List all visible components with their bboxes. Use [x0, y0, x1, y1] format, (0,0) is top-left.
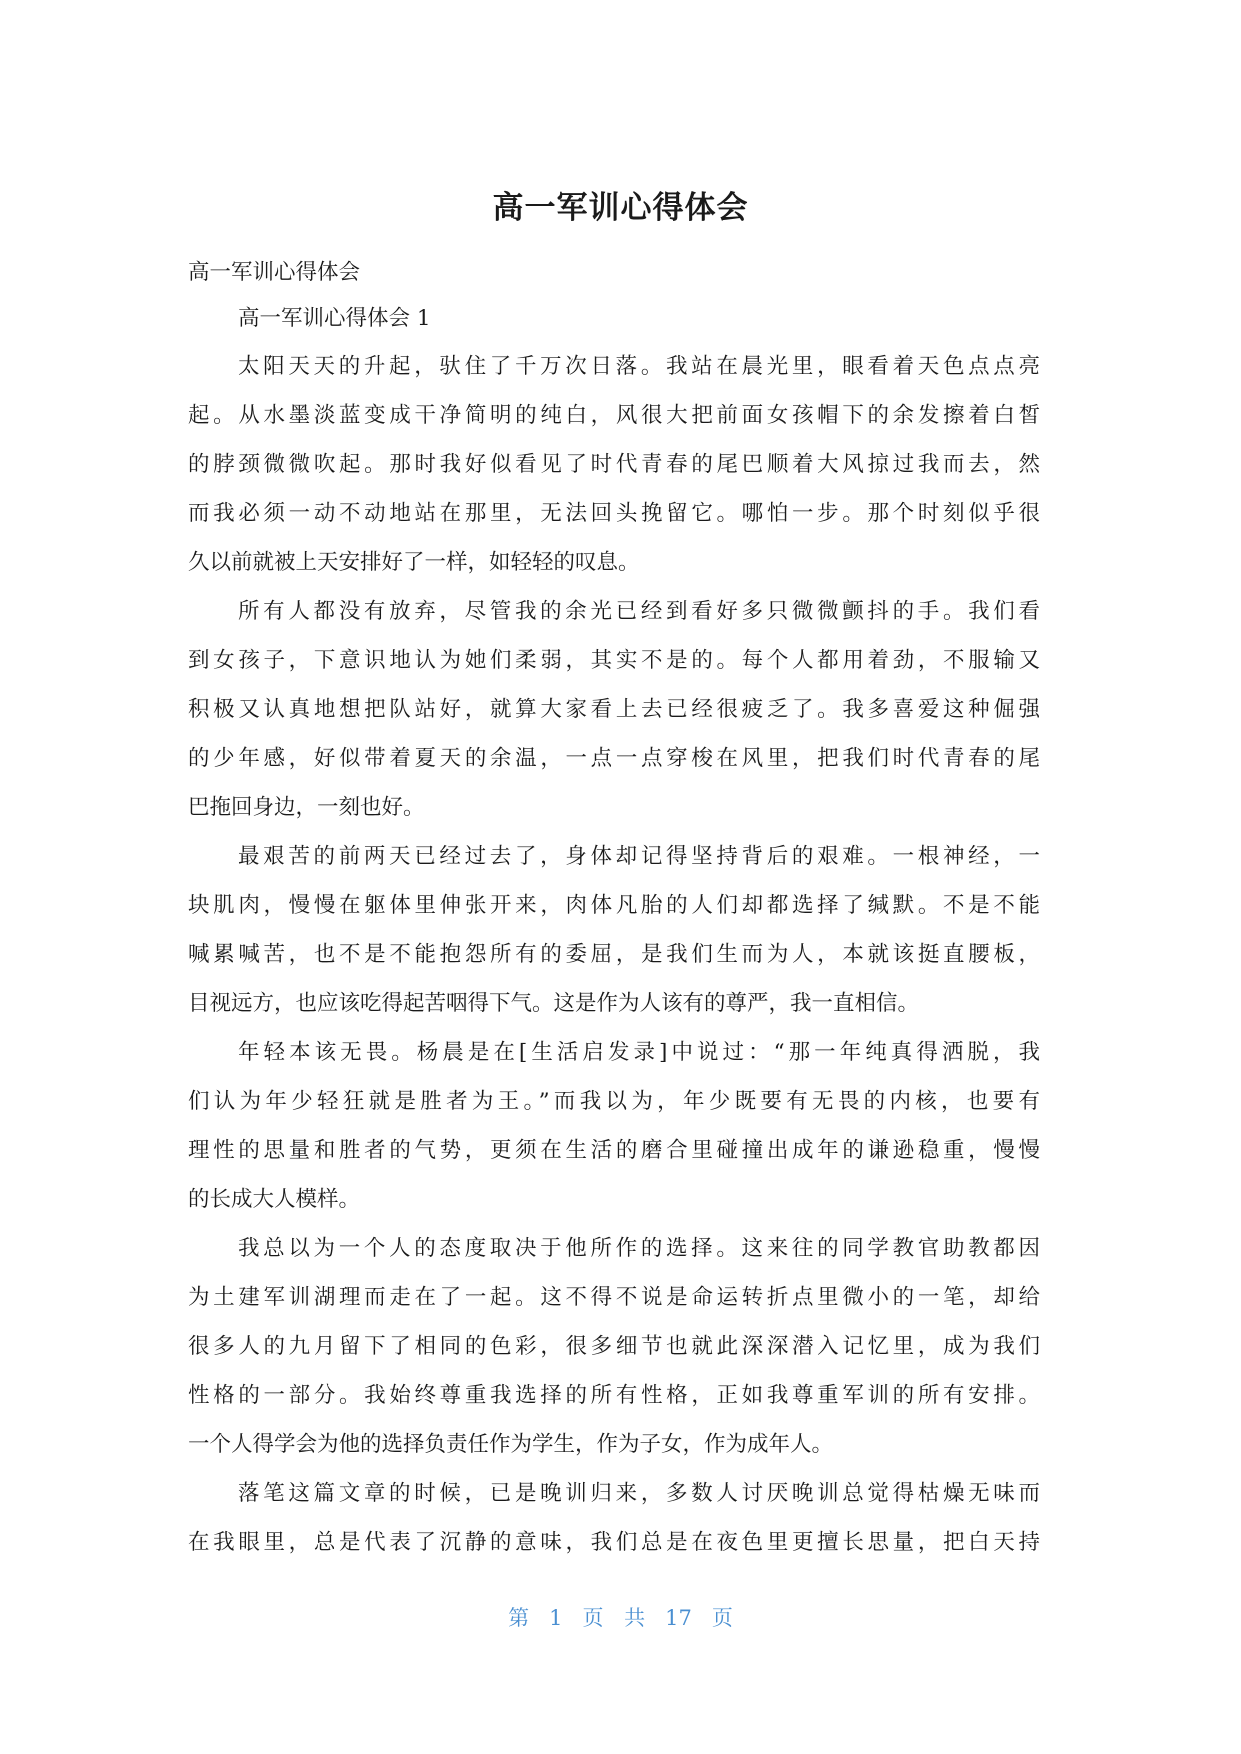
- paragraph-5: [188, 1224, 1040, 1469]
- paragraph-line: 巴拖回身边，一刻也好。: [188, 795, 425, 820]
- current-page-number: 1: [549, 1606, 563, 1630]
- paragraph-line: 的长成大人模样。: [188, 1187, 361, 1212]
- paragraph-line: 在我眼里，总是代表了沉静的意味，我们总是在夜色里更擅长思量，把白天持: [188, 1530, 1040, 1555]
- paragraph-line: 落笔这篇文章的时候，已是晚训归来，多数人讨厌晚训总觉得枯燥无味而: [238, 1481, 1040, 1506]
- paragraph-2: [188, 587, 1040, 832]
- paragraph-line: 起。从水墨淡蓝变成干净简明的纯白，风很大把前面女孩帽下的余发擦着白皙: [188, 403, 1040, 428]
- paragraph-6: [188, 1469, 1040, 1567]
- page-footer: [0, 1604, 1241, 1632]
- paragraph-line: 的少年感，好似带着夏天的余温，一点一点穿梭在风里，把我们时代青春的尾: [188, 746, 1040, 771]
- paragraph-line: 所有人都没有放弃，尽管我的余光已经到看好多只微微颤抖的手。我们看: [238, 599, 1040, 624]
- paragraph-line: 最艰苦的前两天已经过去了，身体却记得坚持背后的艰难。一根神经，一: [238, 844, 1040, 869]
- total-pages-number: 17: [665, 1606, 692, 1630]
- document-title: 高一军训心得体会: [492, 190, 749, 226]
- paragraph-line: 很多人的九月留下了相同的色彩，很多细节也就此深深潜入记忆里，成为我们: [188, 1334, 1040, 1359]
- footer-middle: 页 共: [582, 1606, 646, 1630]
- document-body: [188, 250, 1040, 1567]
- section-heading: 高一军训心得体会 1: [238, 306, 431, 331]
- paragraph-3: [188, 832, 1040, 1028]
- paragraph-line: 的脖颈微微吹起。那时我好似看见了时代青春的尾巴顺着大风掠过我而去，然: [188, 452, 1040, 477]
- paragraph-line: 久以前就被上天安排好了一样，如轻轻的叹息。: [188, 550, 640, 575]
- paragraph-line: 性格的一部分。我始终尊重我选择的所有性格，正如我尊重军训的所有安排。: [188, 1383, 1040, 1408]
- paragraph-line: 年轻本该无畏。杨晨是在[生活启发录]中说过：“那一年纯真得洒脱，我: [238, 1040, 1040, 1065]
- paragraph-line: 目视远方，也应该吃得起苦咽得下气。这是作为人该有的尊严，我一直相信。: [188, 991, 920, 1016]
- paragraph-line: 而我必须一动不动地站在那里，无法回头挽留它。哪怕一步。那个时刻似乎很: [188, 501, 1040, 526]
- paragraph-4: [188, 1028, 1040, 1224]
- paragraph-line: 块肌肉，慢慢在躯体里伸张开来，肉体凡胎的人们却都选择了缄默。不是不能: [188, 893, 1040, 918]
- paragraph-line: 为土建军训湖理而走在了一起。这不得不说是命运转折点里微小的一笔，却给: [188, 1285, 1040, 1310]
- paragraph-1: [188, 342, 1040, 587]
- paragraph-line: 到女孩子，下意识地认为她们柔弱，其实不是的。每个人都用着劲，不服输又: [188, 648, 1040, 673]
- paragraph-line: 喊累喊苦，也不是不能抱怨所有的委屈，是我们生而为人，本就该挺直腰板，: [188, 942, 1040, 967]
- paragraph-line: 理性的思量和胜者的气势，更须在生活的磨合里碰撞出成年的谦逊稳重，慢慢: [188, 1138, 1040, 1163]
- paragraph-line: 积极又认真地想把队站好，就算大家看上去已经很疲乏了。我多喜爱这种倔强: [188, 697, 1040, 722]
- footer-prefix: 第: [508, 1606, 530, 1630]
- paragraph-line: 们认为年少轻狂就是胜者为王。”而我以为，年少既要有无畏的内核，也要有: [188, 1089, 1040, 1114]
- paragraph-line: 太阳天天的升起，驮住了千万次日落。我站在晨光里，眼看着天色点点亮: [238, 354, 1040, 379]
- paragraph-line: 一个人得学会为他的选择负责任作为学生，作为子女，作为成年人。: [188, 1432, 834, 1457]
- footer-suffix: 页: [711, 1606, 733, 1630]
- paragraph-line: 我总以为一个人的态度取决于他所作的选择。这来往的同学教官助教都因: [238, 1236, 1040, 1261]
- document-subtitle: 高一军训心得体会: [188, 260, 361, 285]
